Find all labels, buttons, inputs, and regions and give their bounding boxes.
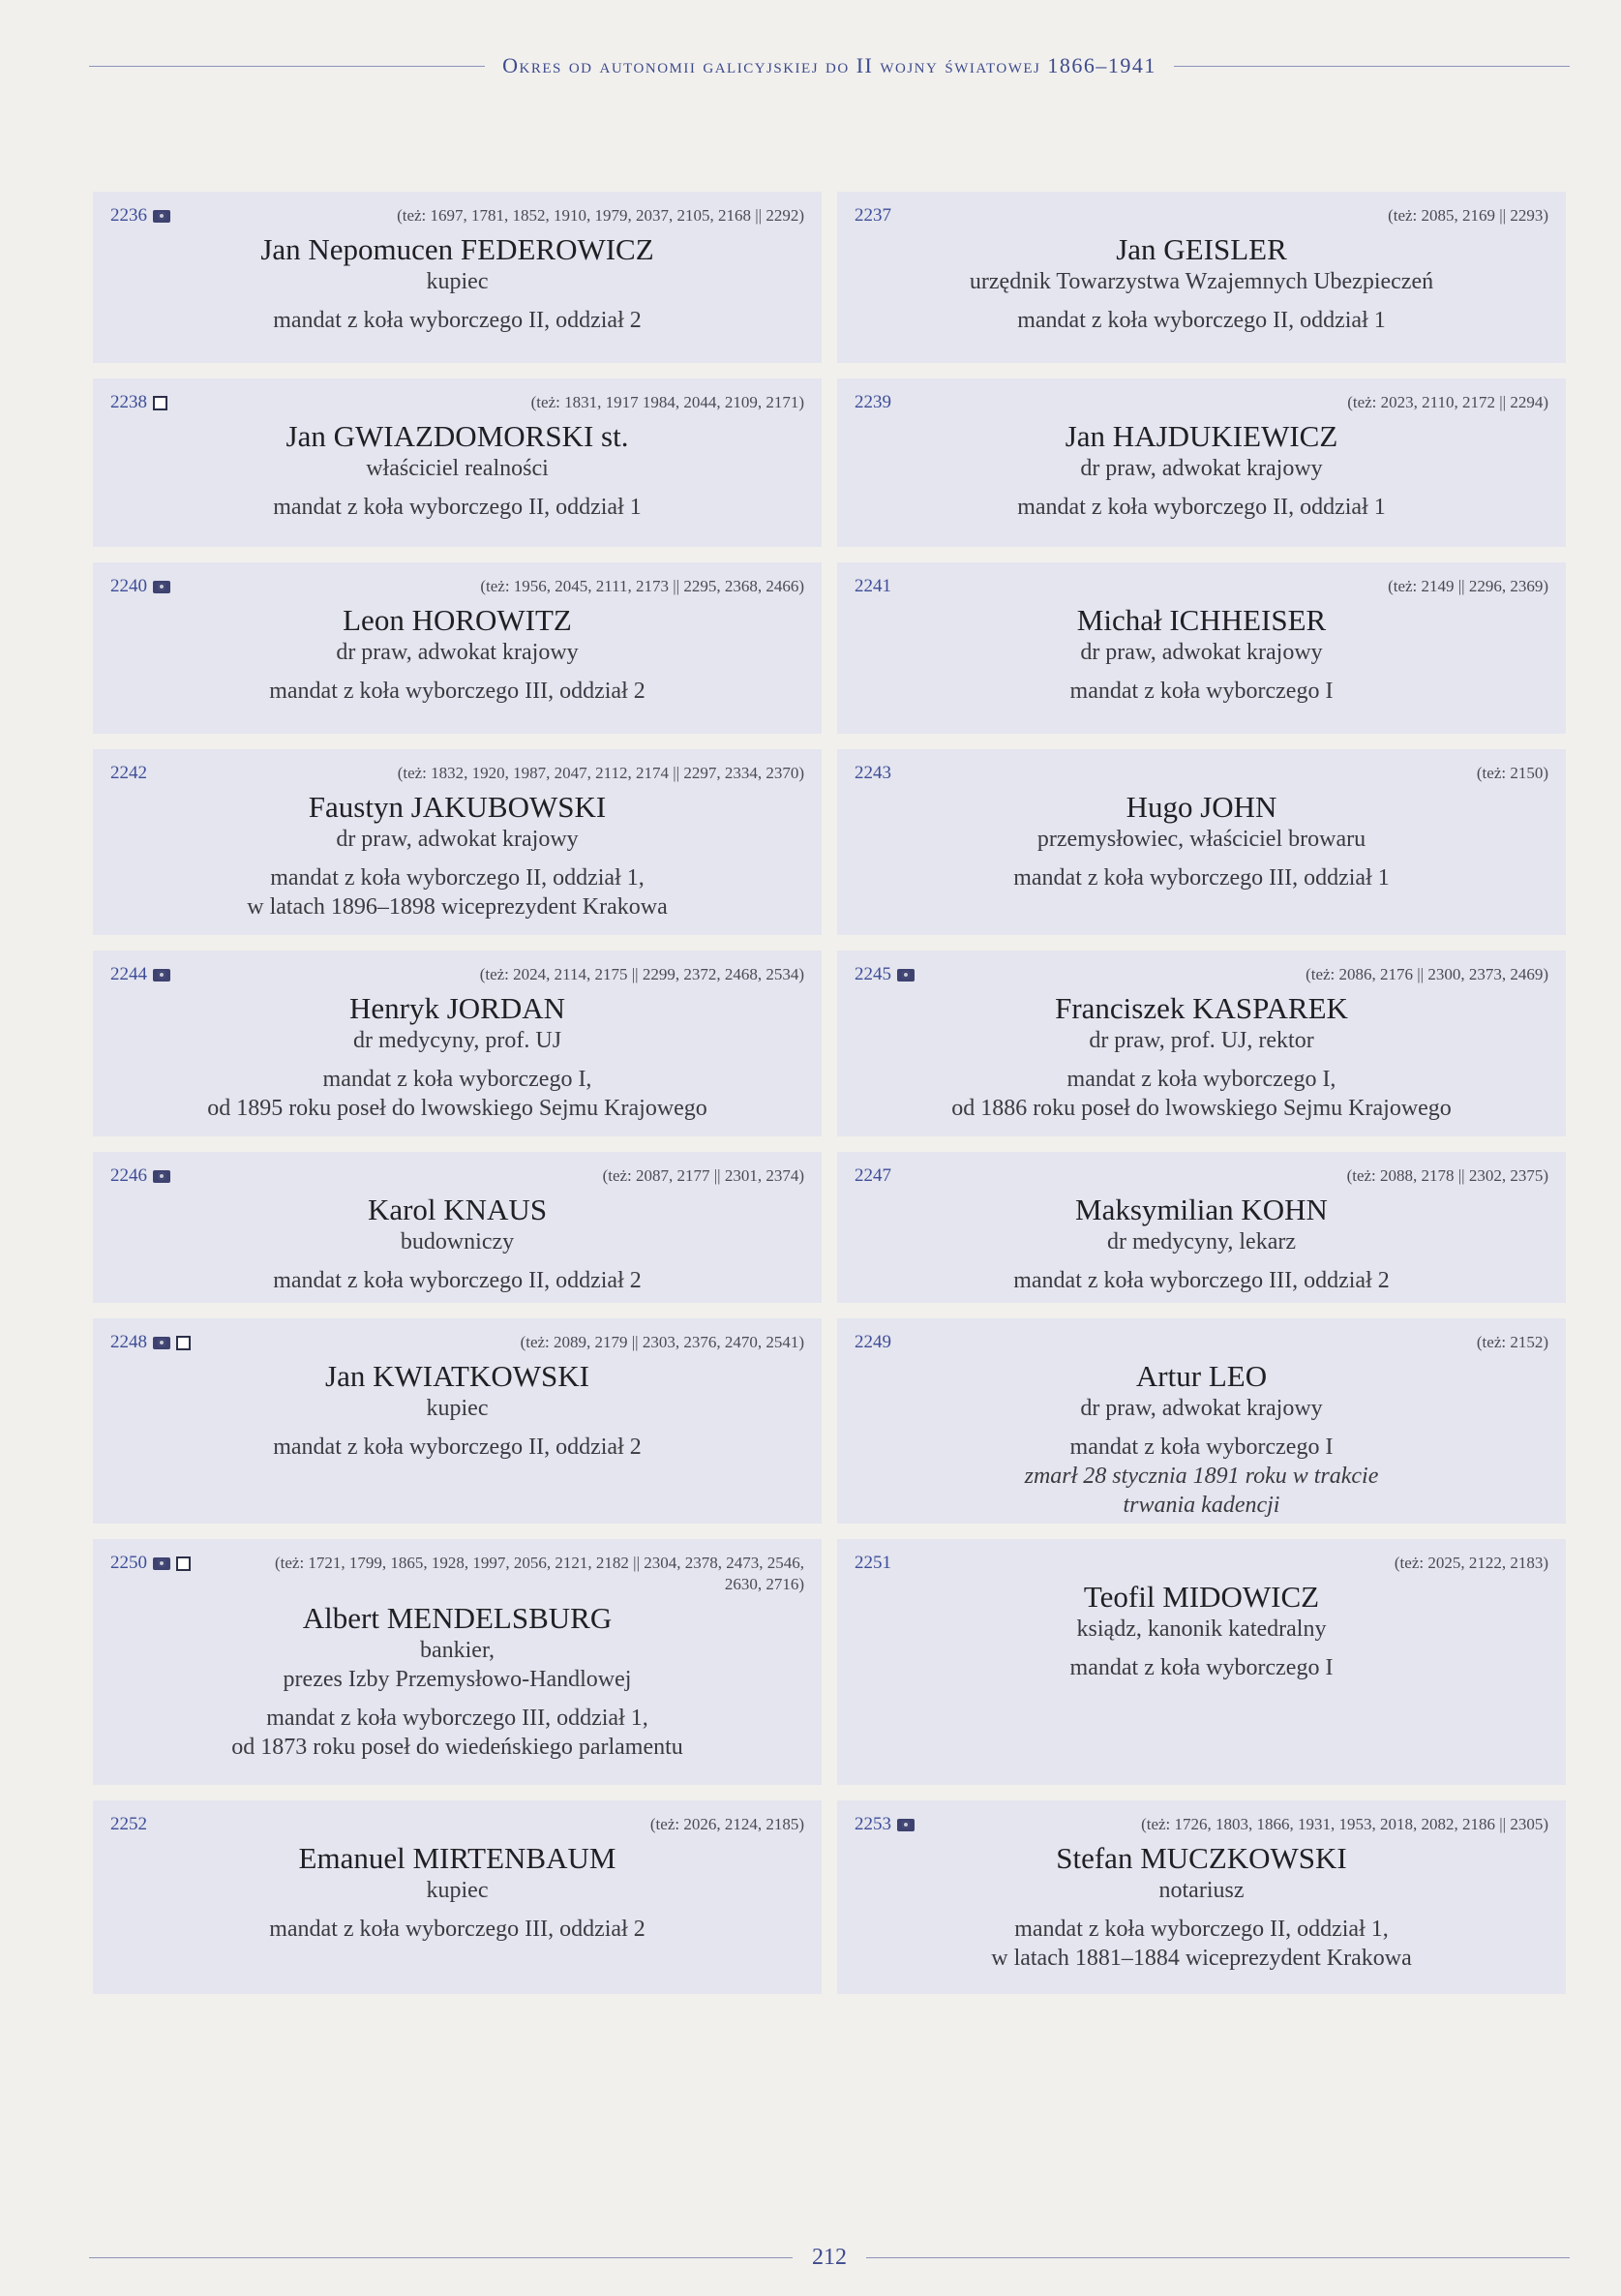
entry-name: Faustyn JAKUBOWSKI	[308, 790, 607, 824]
entry-mandate: mandat z koła wyborczego II, oddział 1	[273, 495, 642, 520]
entry-topline	[110, 763, 804, 784]
entry-number-text: 2253	[855, 1814, 891, 1834]
entry-mandate: mandat z koła wyborczego III, oddział 1,	[266, 1706, 648, 1731]
entry-mandate: mandat z koła wyborczego I	[1069, 1435, 1334, 1460]
entry-name: Teofil MIDOWICZ	[1083, 1580, 1320, 1614]
footer-rule-left	[89, 2257, 793, 2258]
entry-note: trwania kadencji	[1123, 1493, 1280, 1518]
photo-icon	[153, 210, 170, 223]
entry-number-text: 2243	[855, 763, 891, 783]
entry-name: Henryk JORDAN	[348, 991, 565, 1025]
entry-topline	[110, 1553, 804, 1595]
entry-cross-refs: (też: 1697, 1781, 1852, 1910, 1979, 2037, 2105, 2168 || 2292)	[397, 206, 804, 225]
entry-number	[855, 1814, 915, 1835]
entry-note: zmarł 28 stycznia 1891 roku w trakcie	[1024, 1464, 1379, 1489]
entry-cross-refs: (też: 2089, 2179 || 2303, 2376, 2470, 2541)	[520, 1333, 804, 1351]
entry-number-text: 2250	[110, 1553, 147, 1573]
entry-name: Jan HAJDUKIEWICZ	[1065, 419, 1338, 453]
entry-number-text: 2246	[110, 1165, 147, 1186]
entry-profession: prezes Izby Przemysłowo-Handlowej	[283, 1667, 632, 1692]
entry-mandate: mandat z koła wyborczego II, oddział 2	[273, 308, 642, 333]
entry-topline	[855, 1332, 1548, 1353]
entry-card	[93, 1800, 822, 1994]
entry-note: w latach 1881–1884 wiceprezydent Krakowa	[991, 1946, 1412, 1971]
entry-mandate: mandat z koła wyborczego III, oddział 2	[269, 679, 645, 704]
header-rule-right	[1174, 66, 1570, 67]
entry-cross-refs: (też: 1721, 1799, 1865, 1928, 1997, 2056, 2121, 2182 || 2304, 2378, 2473, 2546, 2630, 2716)	[274, 1554, 804, 1593]
entry-note: od 1895 roku poseł do lwowskiego Sejmu Krajowego	[207, 1096, 707, 1121]
entry-number-text: 2239	[855, 392, 891, 412]
entry-cross-refs: (też: 2149 || 2296, 2369)	[1388, 577, 1548, 595]
running-header	[89, 46, 1570, 85]
entry-name: Jan GEISLER	[1116, 232, 1287, 266]
entry-number-text: 2244	[110, 964, 147, 984]
entry-number	[110, 1165, 170, 1187]
entry-number-text: 2245	[855, 964, 891, 984]
entry-number	[110, 763, 147, 784]
entry-name: Emanuel MIRTENBAUM	[298, 1841, 616, 1875]
entry-number-text: 2238	[110, 392, 147, 412]
entry-number-text: 2248	[110, 1332, 147, 1352]
entry-cross-refs: (też: 1726, 1803, 1866, 1931, 1953, 2018, 2082, 2186 || 2305)	[1141, 1815, 1548, 1833]
entry-note: od 1886 roku poseł do lwowskiego Sejmu Krajowego	[951, 1096, 1452, 1121]
entry-topline	[855, 205, 1548, 227]
entry-profession: kupiec	[426, 269, 489, 294]
entry-number	[855, 1165, 891, 1187]
entry-card	[93, 192, 822, 363]
entry-profession: dr praw, adwokat krajowy	[1080, 1396, 1323, 1421]
entry-mandate: mandat z koła wyborczego II, oddział 1	[1017, 308, 1386, 333]
entry-number-text: 2242	[110, 763, 147, 783]
entry-profession: kupiec	[426, 1396, 489, 1421]
entry-cross-refs: (też: 1831, 1917 1984, 2044, 2109, 2171)	[530, 393, 804, 411]
entry-name: Artur LEO	[1135, 1359, 1268, 1393]
entry-profession: przemysłowiec, właściciel browaru	[1036, 827, 1366, 852]
entry-mandate: mandat z koła wyborczego I	[1069, 679, 1334, 704]
entry-topline	[110, 392, 804, 413]
photo-icon	[153, 1337, 170, 1349]
entry-mandate: mandat z koła wyborczego I	[1069, 1655, 1334, 1680]
header-rule-left	[89, 66, 485, 67]
entry-number	[110, 392, 167, 413]
entry-mandate: mandat z koła wyborczego I,	[322, 1067, 592, 1092]
entry-topline	[110, 205, 804, 227]
photo-icon	[897, 969, 915, 982]
entry-number-text: 2237	[855, 205, 891, 226]
entry-name: Albert MENDELSBURG	[302, 1601, 613, 1635]
entry-number-text: 2247	[855, 1165, 891, 1186]
entry-cross-refs: (też: 1956, 2045, 2111, 2173 || 2295, 2368, 2466)	[480, 577, 804, 595]
entry-topline	[110, 1814, 804, 1835]
entries-grid	[93, 192, 1566, 2009]
entry-number	[855, 392, 891, 413]
entry-name: Hugo JOHN	[1126, 790, 1277, 824]
entry-cross-refs: (też: 2087, 2177 || 2301, 2374)	[602, 1166, 804, 1185]
entry-note: od 1873 roku poseł do wiedeńskiego parlamentu	[231, 1735, 683, 1760]
entry-mandate: mandat z koła wyborczego II, oddział 1,	[1014, 1917, 1389, 1942]
entry-profession: budowniczy	[400, 1229, 515, 1254]
entry-topline	[855, 964, 1548, 985]
entry-card	[837, 951, 1566, 1136]
entry-number	[110, 1553, 191, 1574]
entry-number-text: 2249	[855, 1332, 891, 1352]
entry-topline	[855, 392, 1548, 413]
entry-name: Karol KNAUS	[367, 1193, 548, 1226]
entry-mandate: mandat z koła wyborczego II, oddział 2	[273, 1435, 642, 1460]
box-icon	[176, 1336, 191, 1350]
entry-number-text: 2240	[110, 576, 147, 596]
entry-card	[837, 1539, 1566, 1785]
entry-topline	[855, 1814, 1548, 1835]
entry-cross-refs: (też: 2026, 2124, 2185)	[649, 1815, 804, 1833]
entry-cross-refs: (też: 1832, 1920, 1987, 2047, 2112, 2174 || 2297, 2334, 2370)	[397, 764, 804, 782]
entry-profession: dr medycyny, prof. UJ	[352, 1028, 562, 1053]
entry-number	[110, 205, 170, 227]
entry-mandate: mandat z koła wyborczego III, oddział 2	[1013, 1268, 1390, 1293]
entry-topline	[855, 763, 1548, 784]
entry-cross-refs: (też: 2085, 2169 || 2293)	[1388, 206, 1548, 225]
entry-cross-refs: (też: 2025, 2122, 2183)	[1394, 1554, 1548, 1572]
entry-profession: właściciel realności	[366, 456, 549, 481]
entry-number	[110, 576, 170, 597]
entry-name: Michał ICHHEISER	[1076, 603, 1327, 637]
entry-card	[93, 749, 822, 935]
entry-profession: dr praw, adwokat krajowy	[1080, 456, 1323, 481]
photo-icon	[153, 581, 170, 593]
entry-cross-refs: (też: 2023, 2110, 2172 || 2294)	[1347, 393, 1548, 411]
entry-card	[837, 192, 1566, 363]
entry-cross-refs: (też: 2024, 2114, 2175 || 2299, 2372, 2468, 2534)	[479, 965, 804, 983]
entry-card	[837, 1152, 1566, 1303]
entry-card	[93, 1152, 822, 1303]
entry-card	[837, 1800, 1566, 1994]
entry-card	[837, 1318, 1566, 1524]
photo-icon	[153, 1170, 170, 1183]
entry-profession: kupiec	[426, 1878, 489, 1903]
entry-cross-refs: (też: 2088, 2178 || 2302, 2375)	[1346, 1166, 1548, 1185]
entry-topline	[110, 576, 804, 597]
entry-card	[93, 951, 822, 1136]
entry-profession: dr praw, prof. UJ, rektor	[1089, 1028, 1314, 1053]
entry-mandate: mandat z koła wyborczego III, oddział 1	[1013, 865, 1390, 891]
entry-number	[855, 205, 891, 227]
entry-name: Franciszek KASPAREK	[1055, 991, 1348, 1025]
entry-card	[837, 378, 1566, 547]
page-footer	[89, 2238, 1570, 2277]
header-title: Okres od autonomii galicyjskiej do II wojny światowej 1866–1941	[502, 53, 1156, 77]
entry-profession: notariusz	[1158, 1878, 1245, 1903]
entry-profession: dr medycyny, lekarz	[1106, 1229, 1297, 1254]
entry-mandate: mandat z koła wyborczego III, oddział 2	[269, 1917, 645, 1942]
entry-card	[93, 378, 822, 547]
entry-card	[93, 562, 822, 734]
box-icon	[153, 396, 167, 410]
entry-card	[93, 1318, 822, 1524]
entry-mandate: mandat z koła wyborczego II, oddział 2	[273, 1268, 642, 1293]
photo-icon	[897, 1819, 915, 1831]
entry-name: Jan Nepomucen FEDEROWICZ	[260, 232, 654, 266]
entry-number	[110, 1332, 191, 1353]
entry-number-text: 2251	[855, 1553, 891, 1573]
entry-profession: ksiądz, kanonik katedralny	[1076, 1616, 1327, 1642]
entry-profession: dr praw, adwokat krajowy	[336, 640, 579, 665]
entry-number	[855, 964, 915, 985]
entry-cross-refs: (też: 2086, 2176 || 2300, 2373, 2469)	[1306, 965, 1548, 983]
entry-cross-refs: (też: 2152)	[1476, 1333, 1548, 1351]
entry-profession: dr praw, adwokat krajowy	[1080, 640, 1323, 665]
box-icon	[176, 1556, 191, 1571]
entry-mandate: mandat z koła wyborczego II, oddział 1,	[270, 865, 645, 891]
entry-number	[855, 1553, 891, 1574]
entry-number-text: 2236	[110, 205, 147, 226]
entry-name: Stefan MUCZKOWSKI	[1056, 1841, 1347, 1875]
entry-number	[855, 576, 891, 597]
photo-icon	[153, 969, 170, 982]
page-number: 212	[812, 2244, 847, 2270]
entry-profession: bankier,	[419, 1638, 495, 1663]
entry-topline	[855, 1553, 1548, 1574]
entry-topline	[110, 1332, 804, 1353]
entry-topline	[855, 576, 1548, 597]
entry-topline	[110, 1165, 804, 1187]
entry-number	[110, 964, 170, 985]
entry-card	[93, 1539, 822, 1785]
entry-number	[110, 1814, 147, 1835]
entry-profession: dr praw, adwokat krajowy	[336, 827, 579, 852]
entry-topline	[110, 964, 804, 985]
photo-icon	[153, 1557, 170, 1570]
entry-name: Maksymilian KOHN	[1075, 1193, 1328, 1226]
entry-mandate: mandat z koła wyborczego II, oddział 1	[1017, 495, 1386, 520]
entry-number	[855, 763, 891, 784]
entry-name: Leon HOROWITZ	[343, 603, 572, 637]
entry-topline	[855, 1165, 1548, 1187]
footer-rule-right	[866, 2257, 1570, 2258]
entry-number-text: 2241	[855, 576, 891, 596]
entry-card	[837, 749, 1566, 935]
entry-name: Jan KWIATKOWSKI	[325, 1359, 589, 1393]
entry-number-text: 2252	[110, 1814, 147, 1834]
entry-name: Jan GWIAZDOMORSKI st.	[285, 419, 629, 453]
entry-profession: urzędnik Towarzystwa Wzajemnych Ubezpieczeń	[969, 269, 1434, 294]
entry-note: w latach 1896–1898 wiceprezydent Krakowa	[247, 894, 668, 920]
entry-cross-refs: (też: 2150)	[1476, 764, 1548, 782]
entry-number	[855, 1332, 891, 1353]
entry-card	[837, 562, 1566, 734]
entry-mandate: mandat z koła wyborczego I,	[1066, 1067, 1336, 1092]
